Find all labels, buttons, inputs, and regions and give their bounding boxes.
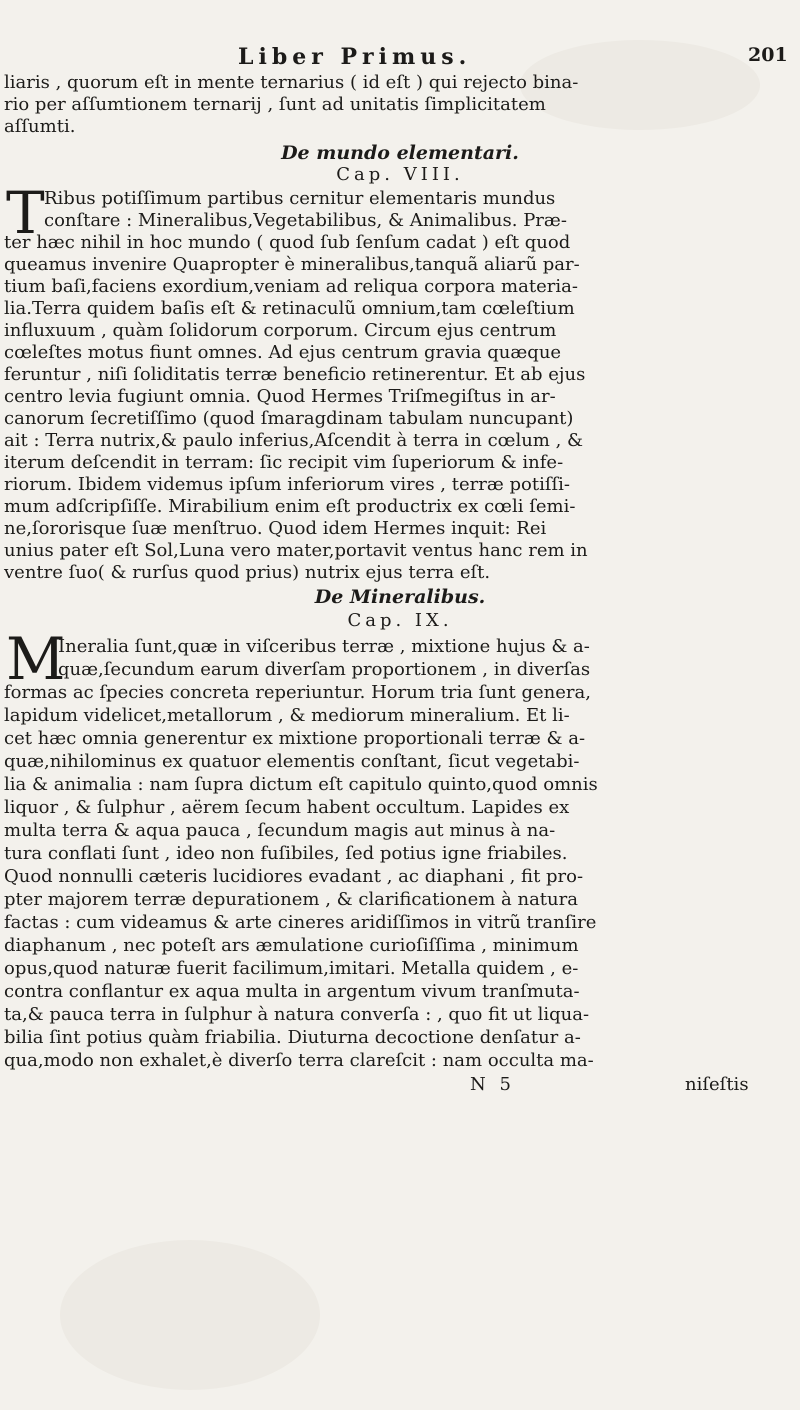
text-line: aſſumti. [4,116,76,137]
text-line: conſtare : Mineralibus,Vegetabilibus, & Animalibus. Præ- [44,210,567,231]
drop-cap: T [6,179,45,247]
text-line: ventre ſuo( & rurſus quod prius) nutrix ejus terra eſt. [4,562,491,583]
text-line: influxuum , quàm ſolidorum corporum. Circum ejus centrum [4,320,557,341]
text-line: formas ac ſpecies concreta reperiuntur. Horum tria ſunt genera, [4,682,591,703]
text-line: lia & animalia : nam ſupra dictum eſt capitulo quinto,quod omnis [4,774,598,795]
text-line: mum adſcripſiſſe. Mirabilium enim eſt productrix ex cœli ſemi- [4,496,576,517]
text-line: contra conflantur ex aqua multa in argentum vivum tranſmuta- [4,981,580,1002]
text-line: ait : Terra nutrix,& paulo inferius,Aſcendit à terra in cœlum , & [4,430,584,451]
text-line: lapidum videlicet,metallorum , & mediorum mineralium. Et li- [4,705,570,726]
text-line: factas : cum videamus & arte cineres aridiſſimos in vitrũ tranſire [4,912,597,933]
catchword: niſeſtis [685,1074,749,1095]
drop-cap: M [6,625,66,693]
text-line: ta,& pauca terra in ſulphur à natura converſa : , quo fit ut liqua- [4,1004,590,1025]
text-line: ter hæc nihil in hoc mundo ( quod ſub ſenſum cadat ) eſt quod [4,232,571,253]
text-line: centro levia fugiunt omnia. Quod Hermes Triſmegiſtus in ar- [4,386,556,407]
text-line: qua,modo non exhalet,è diverſo terra clareſcit : nam occulta ma- [4,1050,594,1071]
text-line: cœleſtes motus fiunt omnes. Ad ejus centrum gravia quæque [4,342,562,363]
page-header [0,44,800,74]
text-line: ne,ſororisque ſuæ menſtruo. Quod idem Hermes inquit: Rei [4,518,547,539]
chapter-label: Cap. VIII. [336,164,464,185]
section-title: De Mineralibus. [314,586,486,608]
text-line: Ribus potiſſimum partibus cernitur elementaris mundus [44,188,556,209]
text-line: Quod nonnulli cæteris lucidiores evadant , ac diaphani , fit pro- [4,866,584,887]
section-title: De mundo elementari. [281,142,519,164]
page-number: 201 [748,44,788,66]
text-line: cet hæc omnia generentur ex mixtione proportionali terræ & a- [4,728,586,749]
text-line: lia.Terra quidem baſis eſt & retinaculũ omnium,tam cœleſtium [4,298,575,319]
chapter-label: Cap. IX. [347,610,453,631]
text-line: diaphanum , nec poteſt ars æmulatione curioſiſſima , minimum [4,935,579,956]
text-line: multa terra & aqua pauca , ſecundum magis aut minus à na- [4,820,556,841]
text-line: opus,quod naturæ fuerit facilimum,imitari. Metalla quidem , e- [4,958,579,979]
text-line: quæ,nihilominus ex quatuor elementis conſtant, ſicut vegetabi- [4,751,580,772]
signature-mark: N 5 [470,1074,515,1095]
text-line: unius pater eſt Sol,Luna vero mater,portavit ventus hanc rem in [4,540,588,561]
text-line: iterum deſcendit in terram: ſic recipit vim ſuperiorum & infe- [4,452,564,473]
text-line: bilia ſint potius quàm friabilia. Diuturna decoctione denſatur a- [4,1027,581,1048]
text-line: liquor , & ſulphur , aërem ſecum habent occultum. Lapides ex [4,797,570,818]
text-line: feruntur , niſi ſoliditatis terræ beneficio retinerentur. Et ab ejus [4,364,586,385]
text-line: tium baſi,faciens exordium,veniam ad reliqua corpora materia- [4,276,578,297]
text-line: pter majorem terræ depurationem , & clarificationem à natura [4,889,578,910]
text-line: canorum ſecretiſſimo (quod ſmaragdinam tabulam nuncupant) [4,408,574,429]
running-head: Liber Primus. [238,44,472,70]
text-line: liaris , quorum eſt in mente ternarius ( id eſt ) qui rejecto bina- [4,72,579,93]
paper-stain [60,1240,320,1390]
text-line: queamus invenire Quapropter è mineralibus,tanquã aliarũ par- [4,254,580,275]
text-line: Ineralia ſunt,quæ in viſceribus terræ , mixtione hujus & a- [58,636,590,657]
text-line: quæ,ſecundum earum diverſam proportionem , in diverſas [58,659,591,680]
text-line: riorum. Ibidem videmus ipſum inferiorum vires , terræ potiſſi- [4,474,570,495]
text-line: tura conflati ſunt , ideo non fuſibiles, ſed potius igne friabiles. [4,843,568,864]
text-line: rio per aſſumtionem ternarij , ſunt ad unitatis ſimplicitatem [4,94,546,115]
